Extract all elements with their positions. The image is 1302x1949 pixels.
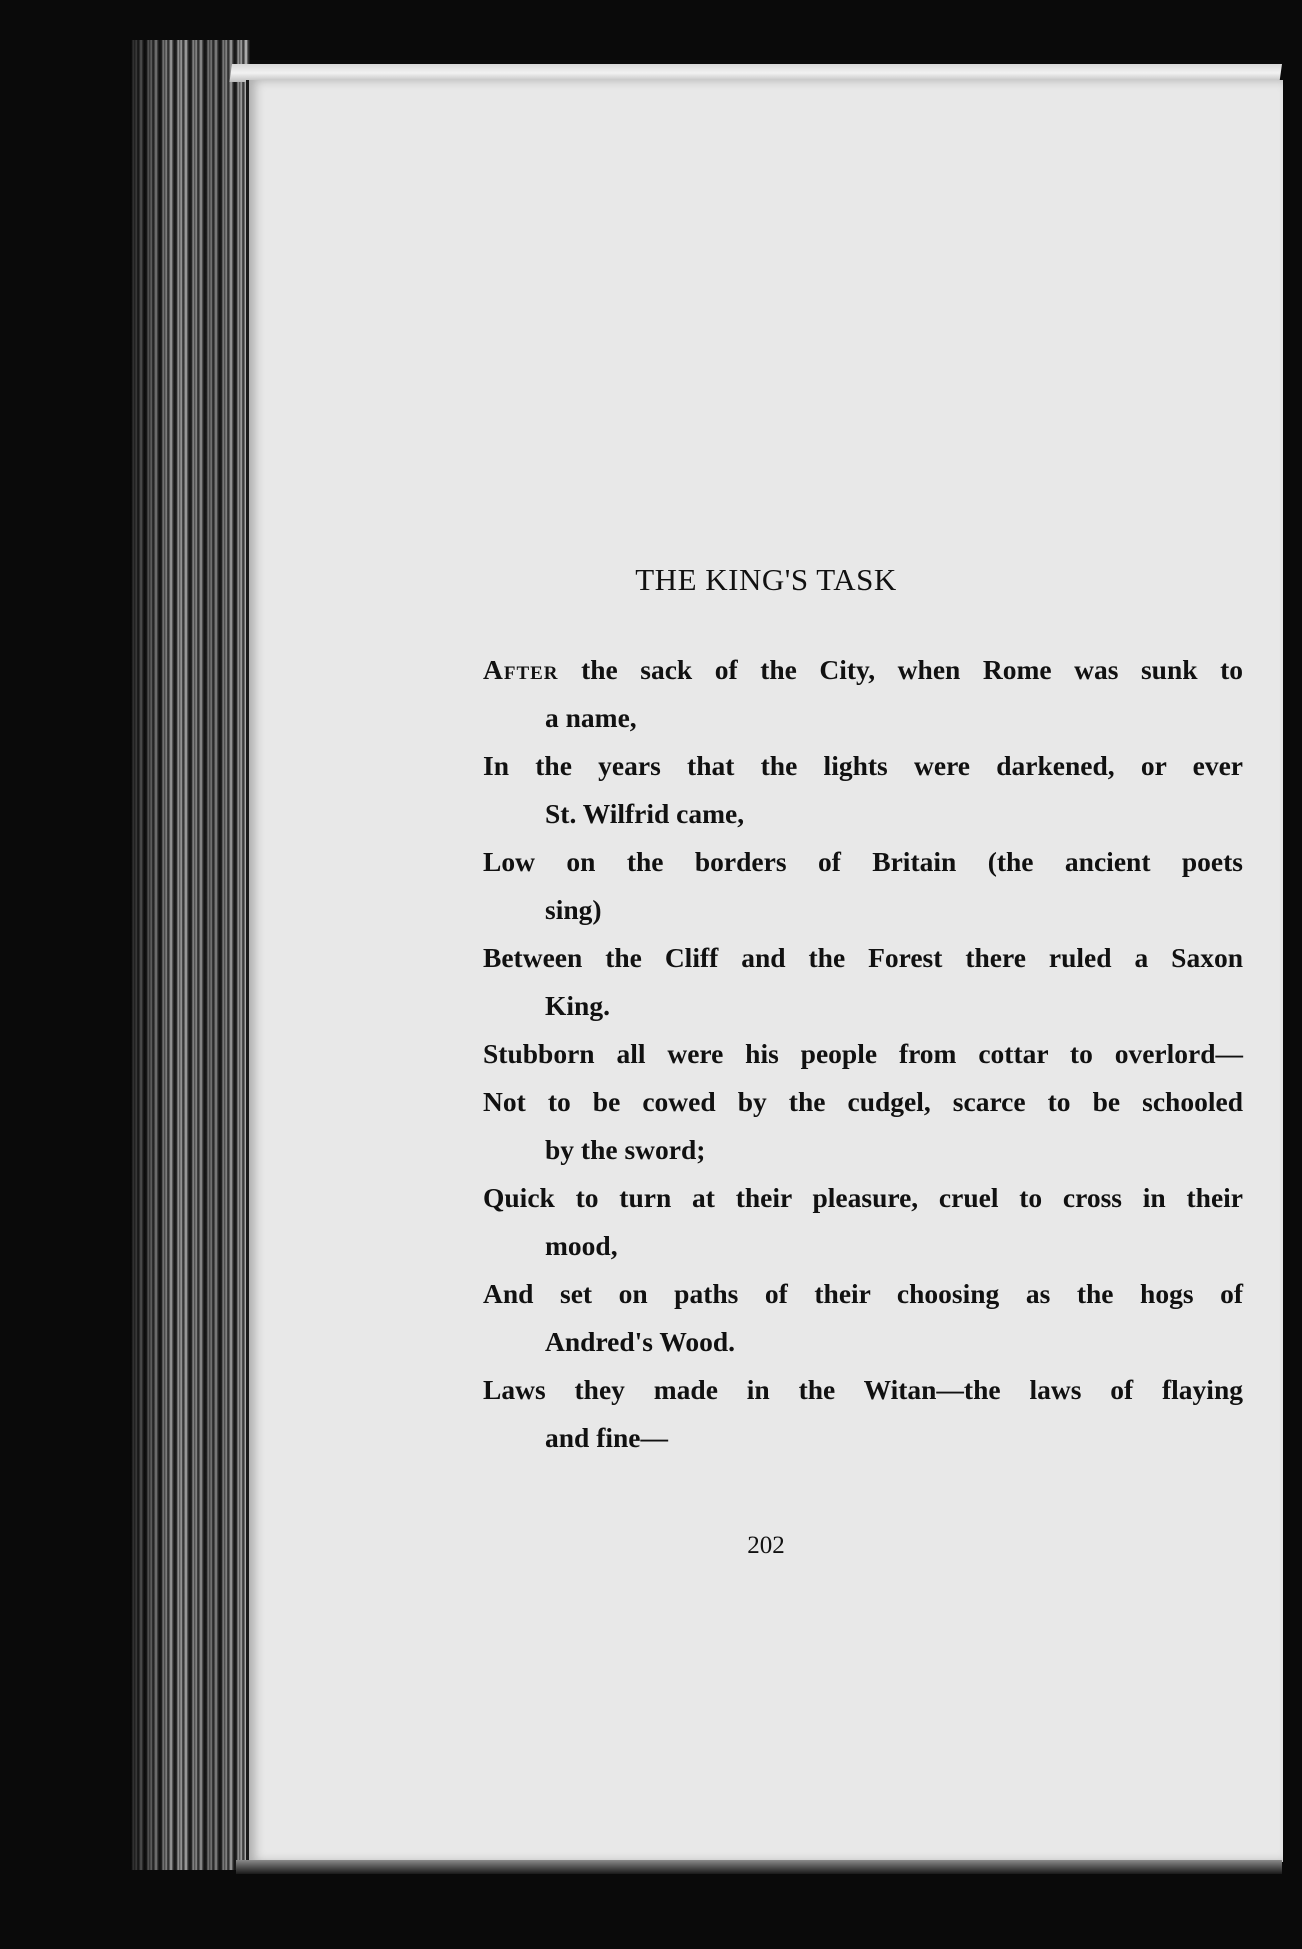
poem-line-text: the sack of the City, when Rome was sunk to	[558, 654, 1243, 685]
poem-line: In the years that the lights were darkened, or ever	[483, 750, 1243, 781]
poem-body	[483, 646, 1243, 1462]
book-bottom-edge	[236, 1860, 1282, 1874]
poem-line: Not to be cowed by the cudgel, scarce to be schooled	[483, 1086, 1243, 1117]
poem-first-word: After	[483, 654, 559, 685]
poem-line: Between the Cliff and the Forest there ruled a Saxon	[483, 942, 1243, 973]
poem-line-continuation: King.	[545, 990, 610, 1021]
poem-line-continuation: by the sword;	[545, 1134, 706, 1165]
page-edge-shadow	[130, 40, 250, 1870]
page-number: 202	[747, 1532, 785, 1559]
poem-line: And set on paths of their choosing as the hogs of	[483, 1278, 1243, 1309]
poem-line: Low on the borders of Britain (the ancient poets	[483, 846, 1243, 877]
poem-line: Quick to turn at their pleasure, cruel to cross in their	[483, 1182, 1243, 1213]
poem-line: Laws they made in the Witan—the laws of flaying	[483, 1374, 1243, 1405]
poem-line-continuation: Andred's Wood.	[545, 1326, 736, 1357]
poem-line-continuation: mood,	[545, 1230, 618, 1261]
poem-line-continuation: St. Wilfrid came,	[545, 798, 745, 829]
poem-line-continuation: sing)	[545, 894, 602, 925]
poem-line	[483, 646, 1243, 694]
poem-title: THE KING'S TASK	[635, 562, 897, 597]
poem-line-continuation: and fine—	[545, 1422, 669, 1453]
book-page	[246, 80, 1283, 1862]
poem-line: Stubborn all were his people from cottar to overlord—	[483, 1038, 1243, 1069]
poem-line-continuation: a name,	[545, 702, 637, 733]
